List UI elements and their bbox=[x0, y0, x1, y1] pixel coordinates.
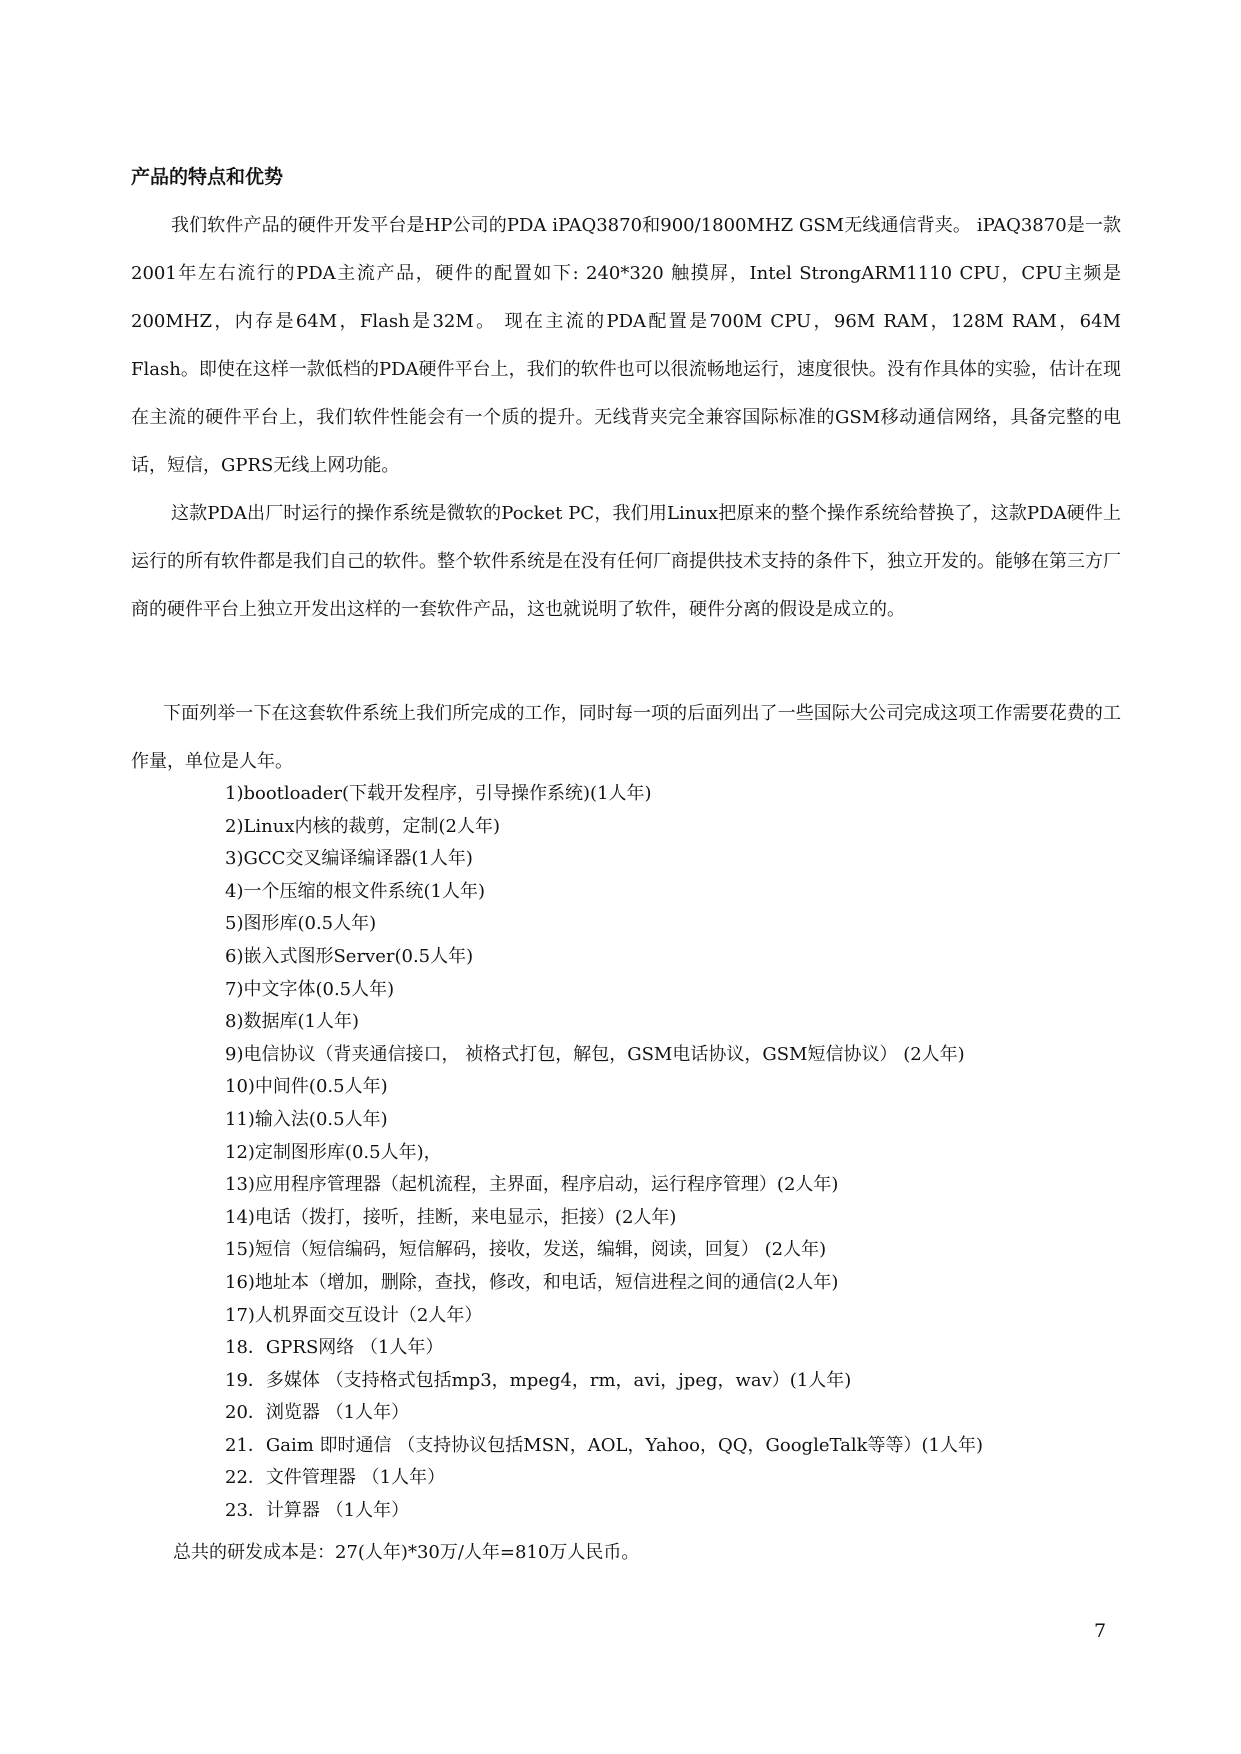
list-item: 7)中文字体(0.5人年) bbox=[225, 978, 395, 1000]
list-item: 8)数据库(1人年) bbox=[225, 1011, 359, 1033]
list-item: 4)一个压缩的根文件系统(1人年) bbox=[225, 880, 485, 902]
list-item: 3)GCC交叉编译编译器(1人年) bbox=[225, 848, 473, 870]
page-number: 7 bbox=[1094, 1620, 1107, 1642]
list-item: 16)地址本（增加，删除，查找，修改，和电话，短信进程之间的通信(2人年) bbox=[225, 1271, 839, 1293]
list-item: 12)定制图形库(0.5人年)， bbox=[225, 1141, 442, 1163]
list-item: 2)Linux内核的裁剪，定制(2人年) bbox=[225, 815, 501, 837]
paragraph-os-replacement: 这款PDA出厂时运行的操作系统是微软的Pocket PC，我们用Linux把原来的整个操作系统给替换了，这款PDA硬件上运行的所有软件都是我们自己的软件。整个软件系统是在没有任何厂商提供技术支持的条件下，独立开发的。能够在第三方厂商的硬件平台上独立开发出这样的一套软件产品，这也就说明了软件，硬件分离的假设是成立的。 bbox=[131, 503, 1121, 620]
work-item-list bbox=[225, 778, 983, 1528]
list-item: 22．文件管理器 （1人年） bbox=[225, 1467, 446, 1489]
list-item: 17)人机界面交互设计（2人年） bbox=[225, 1304, 483, 1326]
list-item: 23．计算器 （1人年） bbox=[225, 1500, 410, 1522]
list-item: 15)短信（短信编码，短信解码，接收，发送，编辑，阅读，回复） (2人年) bbox=[225, 1239, 827, 1261]
section-heading: 产品的特点和优势 bbox=[131, 166, 284, 188]
paragraph-hardware-platform: 我们软件产品的硬件开发平台是HP公司的PDA iPAQ3870和900/1800MHZ GSM无线通信背夹。 iPAQ3870是一款2001年左右流行的PDA主流产品，硬件的配置如下: 240*320 触摸屏，Intel StrongARM1110 CPU，CPU主频是200MHZ，内存是64M，Flash是32M。 现在主流的PDA配置是700M CPU，96M RAM，128M RAM，64M Flash。即使在这样一款低档的PDA硬件平台上，我们的软件也可以很流畅地运行，速度很快。没有作具体的实验，估计在现在主流的硬件平台上，我们软件性能会有一个质的提升。无线背夹完全兼容国际标准的GSM移动通信网络，具备完整的电话，短信，GPRS无线上网功能。 bbox=[131, 215, 1121, 476]
total-cost-line: 总共的研发成本是：27(人年)*30万/人年=810万人民币。 bbox=[173, 1542, 640, 1563]
list-item: 10)中间件(0.5人年) bbox=[225, 1076, 388, 1098]
list-item: 21．Gaim 即时通信 （支持协议包括MSN，AOL，Yahoo，QQ，GoogleTalk等等）(1人年) bbox=[225, 1434, 983, 1456]
paragraph-work-intro: 下面列举一下在这套软件系统上我们所完成的工作，同时每一项的后面列出了一些国际大公司完成这项工作需要花费的工作量，单位是人年。 bbox=[131, 703, 1121, 772]
list-item: 20．浏览器 （1人年） bbox=[225, 1402, 410, 1424]
list-item: 13)应用程序管理器（起机流程，主界面，程序启动，运行程序管理）(2人年) bbox=[225, 1174, 839, 1196]
list-item: 19．多媒体 （支持格式包括mp3，mpeg4，rm，avi，jpeg，wav）(1人年) bbox=[225, 1369, 852, 1391]
list-item: 6)嵌入式图形Server(0.5人年) bbox=[225, 945, 474, 967]
list-item: 1)bootloader(下载开发程序，引导操作系统)(1人年) bbox=[225, 783, 652, 804]
list-item: 18．GPRS网络 （1人年） bbox=[225, 1337, 444, 1359]
list-item: 14)电话（拨打，接听，挂断，来电显示，拒接）(2人年) bbox=[225, 1206, 677, 1228]
list-item: 9)电信协议（背夹通信接口， 祯格式打包，解包，GSM电话协议，GSM短信协议） (2人年) bbox=[225, 1043, 965, 1065]
list-item: 11)输入法(0.5人年) bbox=[225, 1108, 388, 1130]
list-item: 5)图形库(0.5人年) bbox=[225, 913, 377, 935]
